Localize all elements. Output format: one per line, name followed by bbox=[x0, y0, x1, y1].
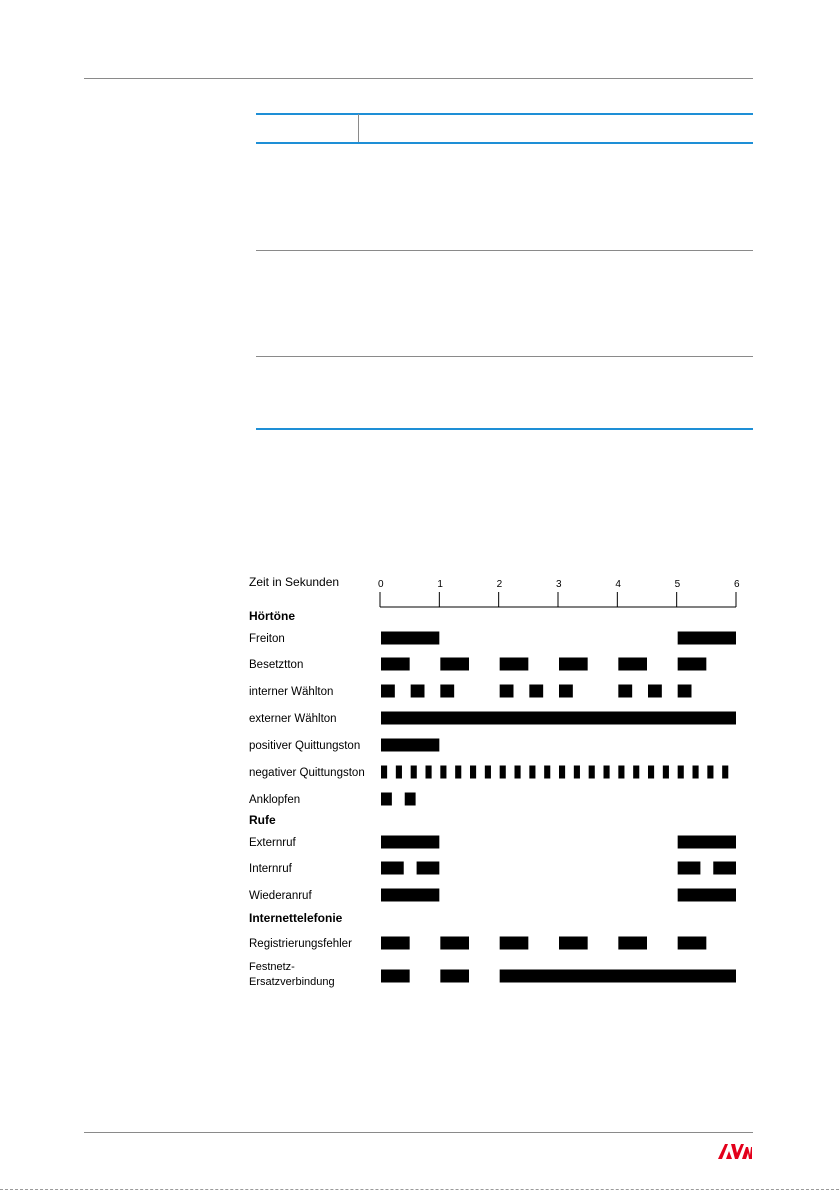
signal-bar bbox=[648, 766, 654, 779]
signal-bar bbox=[500, 970, 736, 983]
x-tick-label: 6 bbox=[734, 579, 740, 590]
signal-bar bbox=[381, 970, 410, 983]
signal-bar bbox=[678, 937, 707, 950]
signal-bar bbox=[515, 766, 521, 779]
page-edge bbox=[0, 1189, 839, 1190]
row-label: Freiton bbox=[249, 633, 285, 645]
signal-bar bbox=[678, 836, 736, 849]
signal-bar bbox=[678, 862, 701, 875]
signal-bar bbox=[678, 632, 736, 645]
x-axis-label: Zeit in Sekunden bbox=[249, 575, 340, 589]
signal-bar bbox=[411, 766, 417, 779]
signal-bar bbox=[440, 970, 469, 983]
signal-bar bbox=[722, 766, 728, 779]
row-label: externer Wählton bbox=[249, 713, 337, 725]
signal-bar bbox=[440, 685, 454, 698]
signal-bar bbox=[405, 793, 416, 806]
signal-bar bbox=[500, 685, 514, 698]
signal-bar bbox=[648, 685, 662, 698]
signal-bar bbox=[633, 766, 639, 779]
signal-bar bbox=[381, 793, 392, 806]
row-label: Besetztton bbox=[249, 659, 304, 671]
signal-bar bbox=[381, 712, 736, 725]
signal-bar bbox=[618, 766, 624, 779]
signal-bar bbox=[529, 685, 543, 698]
signal-bar bbox=[693, 766, 699, 779]
x-tick-label: 1 bbox=[437, 579, 443, 590]
signal-bar bbox=[559, 658, 588, 671]
signal-bar bbox=[559, 685, 573, 698]
row-label: Festnetz-Ersatzverbindung bbox=[249, 961, 335, 988]
signal-bar bbox=[426, 766, 432, 779]
signal-bar bbox=[544, 766, 550, 779]
signal-bar bbox=[529, 766, 535, 779]
signal-bar bbox=[440, 937, 469, 950]
row-label: Internruf bbox=[249, 863, 292, 875]
row-label: positiver Quittungston bbox=[249, 740, 361, 752]
signal-bar bbox=[604, 766, 610, 779]
signal-bar bbox=[618, 937, 647, 950]
signal-bar bbox=[417, 862, 440, 875]
signal-bar bbox=[440, 658, 469, 671]
signal-bar bbox=[663, 766, 669, 779]
x-tick-label: 4 bbox=[615, 579, 621, 590]
signal-bar bbox=[574, 766, 580, 779]
x-tick-label: 2 bbox=[496, 579, 503, 590]
row-label: interner Wählton bbox=[249, 686, 334, 698]
signal-bar bbox=[381, 766, 387, 779]
signal-bar bbox=[381, 685, 395, 698]
row-label: Externruf bbox=[249, 837, 296, 849]
signal-bar bbox=[440, 766, 446, 779]
signal-bar bbox=[381, 937, 410, 950]
avm-logo bbox=[716, 1141, 752, 1161]
signal-bar bbox=[713, 862, 736, 875]
signal-bar bbox=[559, 937, 588, 950]
x-tick-label: 3 bbox=[556, 579, 562, 590]
signal-bar bbox=[678, 766, 684, 779]
signal-bar bbox=[485, 766, 491, 779]
signal-bar bbox=[500, 937, 529, 950]
group-label: Rufe bbox=[249, 813, 276, 827]
signal-bar bbox=[559, 766, 565, 779]
row-label: negativer Quittungston bbox=[249, 767, 365, 779]
signal-bar bbox=[381, 862, 404, 875]
signal-bar bbox=[381, 632, 439, 645]
signal-bar bbox=[381, 658, 410, 671]
signal-bar bbox=[589, 766, 595, 779]
signal-bar bbox=[678, 685, 692, 698]
signal-bar bbox=[470, 766, 476, 779]
row-label: Registrierungsfehler bbox=[249, 938, 352, 950]
signal-bar bbox=[678, 889, 736, 902]
signal-bar bbox=[707, 766, 713, 779]
x-tick-label: 0 bbox=[378, 579, 384, 590]
signal-bar bbox=[381, 739, 439, 752]
signal-bar bbox=[455, 766, 461, 779]
signal-bar bbox=[618, 685, 632, 698]
signal-bar bbox=[381, 889, 439, 902]
footer-rule bbox=[84, 1132, 753, 1133]
signal-bar bbox=[500, 766, 506, 779]
row-label: Anklopfen bbox=[249, 794, 301, 806]
signal-bar bbox=[381, 836, 439, 849]
group-label: Internettelefonie bbox=[249, 911, 343, 925]
signal-bar bbox=[618, 658, 647, 671]
x-tick-label: 5 bbox=[674, 579, 681, 590]
group-label: Hörtöne bbox=[249, 609, 295, 623]
signal-bar bbox=[411, 685, 425, 698]
signal-bar bbox=[678, 658, 707, 671]
row-label: Wiederanruf bbox=[249, 890, 312, 902]
signal-bar bbox=[500, 658, 529, 671]
signal-bar bbox=[396, 766, 402, 779]
